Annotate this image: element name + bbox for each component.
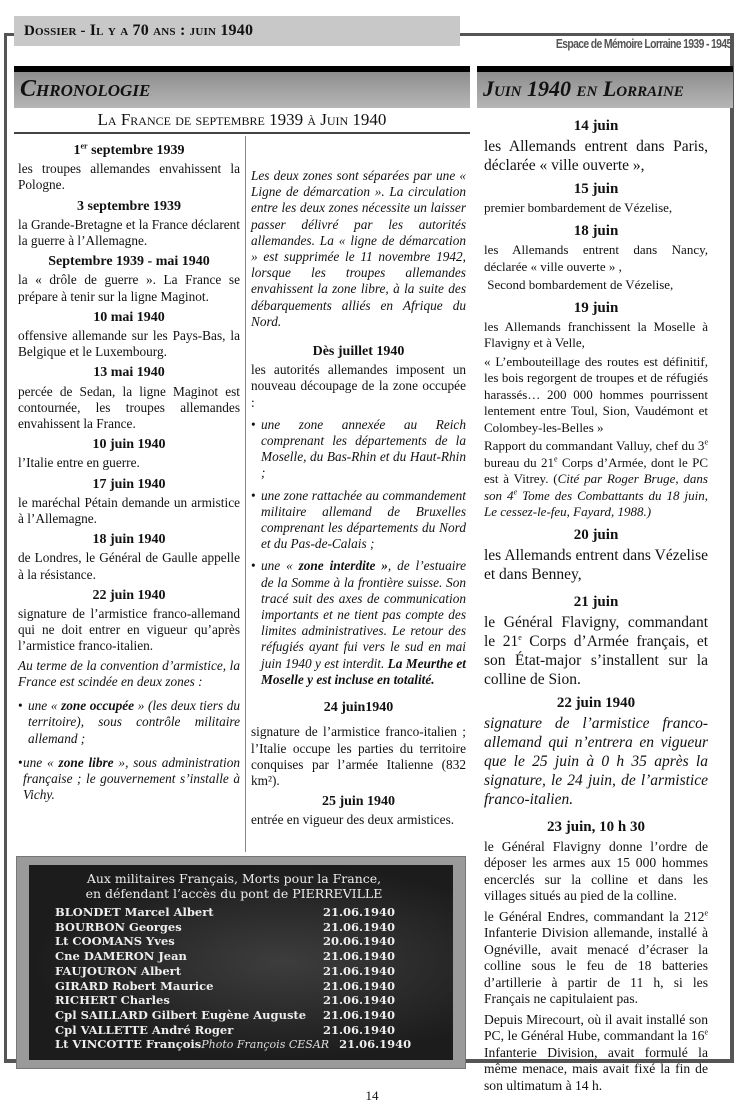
report-text: Rapport du commandant Valluy, chef du 3e bureau du 21e Corps d’Armée, dont le PC est à Vitrey. (Cité par Roger Bruge, dans son 4e Tome des Combattants du 18 juin, Le cessez-le-feu, Fayard, 1988.) — [484, 437, 709, 520]
lorraine-column — [484, 112, 708, 1096]
entry-date: 14 juin — [573, 118, 619, 134]
soldier-name: BLONDET Marcel Albert — [55, 905, 214, 919]
soldier-name: Cpl SAILLARD Gilbert Eugène Auguste — [55, 1007, 307, 1022]
plaque-row — [55, 993, 443, 1008]
publisher-label: Espace de Mémoire Lorraine 1939 - 1945 — [556, 36, 732, 51]
entry-date: 18 juin 1940 — [92, 532, 166, 548]
chronologie-subtitle: La France de septembre 1939 à Juin 1940 — [97, 110, 387, 129]
subtitle-divider — [14, 132, 470, 134]
entry-text: Depuis Mirecourt, où il avait installé son PC, le Général Hube, commandant la 16e Infanterie Division, avait formulé la même menace, mais avait fixé la fin de son ultimatum à 14 h. — [484, 1011, 708, 1093]
entry-date: 22 juin 1940 — [556, 695, 636, 712]
zone-libre-bullet: • une « zone libre », sous administration française ; le gouvernement s’installe à Vichy. — [18, 754, 241, 803]
entry-text: les Allemands franchissent la Moselle à Flavigny et à Velle, — [484, 318, 708, 351]
soldier-name: RICHERT Charles — [55, 993, 170, 1008]
soldier-name: Cne DAMERON Jean — [55, 949, 187, 964]
entry-date: 18 juin — [573, 222, 619, 239]
chronologie-column-2 — [251, 142, 466, 831]
death-date: 21.06.1940 — [322, 1022, 395, 1037]
entry-text: les Allemands entrent dans Vézelise et dans Benney, — [484, 547, 708, 584]
entry-date: 20 juin — [573, 526, 619, 543]
soldier-name: GIRARD Robert Maurice — [55, 978, 214, 993]
entry-text: le maréchal Pétain demande un armistice à l’Allemagne. — [18, 494, 240, 527]
dossier-prefix: Dossier - — [24, 23, 90, 39]
entry-text: les Allemands entrent dans Nancy, déclarée « ville ouverte » , — [484, 242, 708, 274]
entry-date: 23 juin, 10 h 30 — [547, 819, 645, 836]
entry-date: 13 mai 1940 — [93, 365, 165, 381]
soldier-name: Lt COOMANS Yves — [55, 934, 175, 949]
entry-text: premier bombardement de Vézelise, — [484, 200, 673, 216]
plaque-row — [55, 1008, 443, 1023]
chronologie-heading: Chronologie — [14, 66, 470, 108]
bullet-icon: • — [251, 416, 256, 432]
death-date: 21.06.1940 — [322, 963, 395, 978]
entry-date: 1er septembre 1939 — [73, 141, 185, 158]
entry-text: le Général Flavigny donne l’ordre de déposer les armes aux 15 000 hommes encerclés sur la colline et dans les villages situés au pied de la colline. — [484, 838, 708, 904]
memorial-plaque-photo — [16, 856, 466, 1069]
death-date: 21.06.1940 — [322, 949, 395, 964]
soldier-name: Lt VINCOTTE François — [55, 1037, 202, 1052]
entry-text: de Londres, le Général de Gaulle appelle à la résistance. — [18, 550, 240, 582]
plaque-row — [55, 1023, 443, 1038]
zone-occupee-bullet: • une « zone occupée » (les deux tiers du territoire), sous contrôle militaire allemand ; — [18, 698, 240, 746]
death-date: 21.06.1940 — [322, 978, 395, 993]
entry-date: Septembre 1939 - mai 1940 — [48, 254, 210, 270]
death-date: 20.06.1940 — [322, 934, 395, 949]
plaque-row — [55, 905, 443, 920]
soldier-name: BOURBON Georges — [55, 919, 182, 934]
lorraine-heading: Juin 1940 en Lorraine — [477, 66, 733, 108]
column-divider — [245, 136, 246, 852]
entry-text: signature de l’armistice franco-allemand qui n’entrera en vigueur que le 25 juin à 0 h 35 après la signature, le 24 juin, de l’armistice franco-italien. — [484, 715, 708, 809]
entry-text: entrée en vigueur des deux armistices. — [251, 812, 455, 828]
death-date: 21.06.1940 — [322, 993, 395, 1008]
demarcation-text: Les deux zones sont séparées par une « Ligne de démarcation ». La circulation entre les deux zones nécessite un laisser passer délivré par les autorités allemandes. La « ligne de démarcation » est supprimée le 11 novembre 1942, lorsque les troupes allemandes envahissent la zone libre, à la suite des débarquements alliés en Afrique du Nord. — [251, 168, 466, 329]
photo-credit: Photo François CESAR — [201, 1038, 330, 1052]
entry-text: les troupes allemandes envahissent la Pologne. — [18, 161, 240, 193]
convention-intro: Au terme de la convention d’armistice, la France est scindée en deux zones : — [18, 657, 240, 689]
soldier-name: Cpl VALLETTE André Roger — [55, 1022, 234, 1037]
dossier-banner — [14, 16, 460, 46]
entry-text: signature de l’armistice franco-italien ; l’Italie occupe les parties du territoire conquises par l’armée Italienne (832 km²). — [251, 724, 466, 788]
death-date: 21.06.1940 — [339, 1037, 412, 1052]
death-date: 21.06.1940 — [322, 919, 395, 934]
plaque-heading-2: en défendant l’accès du pont de PIERREVILLE — [85, 886, 383, 901]
chronologie-column-1 — [18, 138, 240, 807]
dossier-title: Il y a 70 ans : juin 1940 — [89, 22, 254, 39]
entry-date: 24 juin1940 — [323, 700, 394, 716]
entry-text: la Grande-Bretagne et la France déclarent la guerre à l’Allemagne. — [18, 216, 240, 249]
plaque-row — [55, 1037, 443, 1053]
zone-interdite-bullet: • une « zone interdite », de l’estuaire de la Somme à la frontière suisse. Son tracé suit des axes de communication importants et ne tient pas compte des limites administratives. Le retour des réfugiés ayant fui vers le sud en mai juin 1940 y est interdit. La Meurthe et Moselle y est incluse en totalité. — [251, 558, 466, 687]
entry-text: percée de Sedan, la ligne Maginot est contournée, les troupes allemandes envahissent la France. — [18, 383, 240, 432]
entry-date: 19 juin — [573, 299, 619, 316]
entry-text: l’Italie entre en guerre. — [18, 455, 140, 471]
entry-text: Second bombardement de Vézelise, — [484, 277, 674, 293]
entry-text: offensive allemande sur les Pays-Bas, la Belgique et le Luxembourg. — [18, 328, 240, 360]
entry-date: 3 septembre 1939 — [77, 198, 181, 214]
plaque-row — [55, 934, 443, 949]
plaque-heading-1: Aux militaires Français, Morts pour la France, — [86, 871, 382, 886]
soldier-name: FAUJOURON Albert — [55, 963, 182, 978]
bullet-icon: • — [251, 487, 256, 503]
plaque-row — [55, 964, 443, 979]
entry-date: 21 juin — [573, 594, 619, 611]
plaque-row — [55, 979, 443, 994]
bullet-icon: • — [18, 698, 23, 714]
plaque-names — [55, 905, 443, 1053]
plaque-row — [55, 949, 443, 964]
entry-text: signature de l’armistice franco-allemand qui ne doit entrer en vigueur qu’après l’armistice franco-italien. — [18, 606, 240, 654]
entry-date: 25 juin 1940 — [321, 794, 396, 810]
death-date: 21.06.1940 — [322, 1007, 395, 1022]
page-number: 14 — [365, 1088, 379, 1103]
death-date: 21.06.1940 — [322, 905, 395, 919]
entry-date: 15 juin — [573, 181, 619, 198]
entry-date: Dès juillet 1940 — [312, 344, 405, 360]
entry-text: les Allemands entrent dans Paris, déclarée « ville ouverte », — [484, 138, 708, 175]
entry-text: les autorités allemandes imposent un nouveau découpage de la zone occupée : — [251, 362, 466, 410]
plaque-row — [55, 920, 443, 935]
plaque — [29, 865, 453, 1060]
entry-date: 10 juin 1940 — [92, 437, 166, 453]
bullet-icon: • — [251, 558, 256, 574]
entry-text: la « drôle de guerre ». La France se prépare à tenir sur la ligne Maginot. — [18, 272, 240, 304]
entry-text: le Général Flavigny, commandant le 21e Corps d’Armée français, et son État-major s’installent sur la colline de Sion. — [484, 614, 709, 689]
zone-rattachee-bullet: • une zone rattachée au commandement militaire allemand de Bruxelles comprenant les départements du Nord et du Pas-de-Calais ; — [251, 487, 466, 552]
entry-date: 10 mai 1940 — [93, 309, 165, 325]
zone-annexee-bullet: • une zone annexée au Reich comprenant les départements de la Moselle, du Bas-Rhin et du Haut-Rhin ; — [251, 416, 466, 481]
entry-date: 17 juin 1940 — [92, 476, 166, 492]
entry-text: le Général Endres, commandant la 212e Infanterie Division allemande, installé à Ognéville, avait menacé d’écraser la colline sous le feu de 18 batteries d’artillerie à partir de 11 h, si les Français ne capitulaient pas. — [484, 908, 708, 1007]
quote-text: « L’embouteillage des routes est définitif, les bois regorgent de troupes et de réfugiés harassés… 200 000 hommes pourrissent lentement entre Toul, Sion, Vaudémont et Colombey-les-Belles » — [484, 353, 708, 435]
bullet-icon: • — [18, 754, 23, 770]
entry-date: 22 juin 1940 — [92, 587, 166, 603]
